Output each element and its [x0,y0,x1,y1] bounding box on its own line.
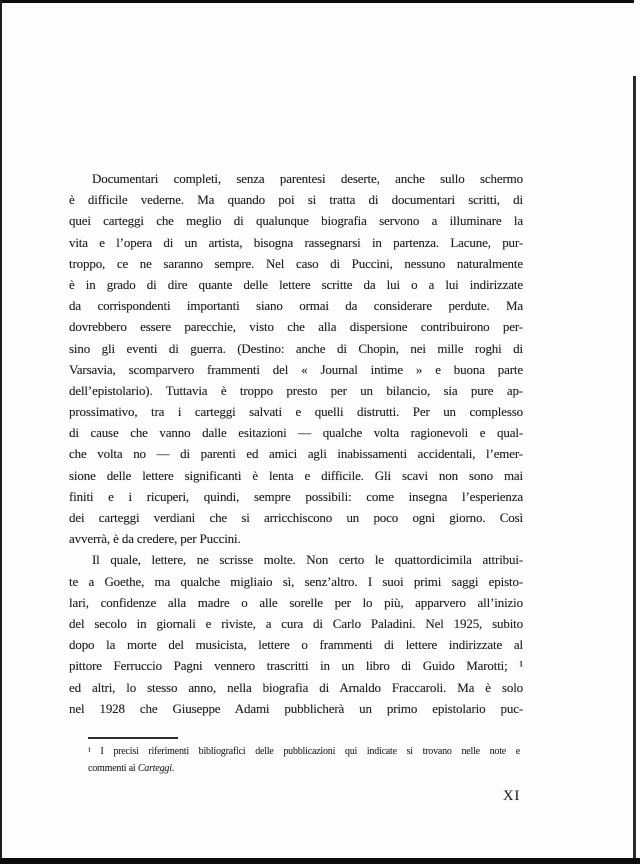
footnote-line-1: ¹ I precisi riferimenti bibliografici delle pubblicazioni qui indicate si trovano nelle note e [88,746,520,757]
text-line: prossimativo, tra i carteggi salvati e quelli distrutti. Per un complesso [69,404,523,420]
scan-edge-bottom [0,858,640,864]
text-line: dell’epistolario). Tuttavia è troppo presto per un bilancio, sia pure ap- [69,382,523,398]
footnote-work-title: Carteggi [137,763,172,774]
text-line: Il quale, lettere, ne scrisse molte. Non certo le quattordicimila attribui- [92,552,523,568]
paragraph-1 [69,168,523,549]
text-line: del secolo in giornali e riviste, a cura di Carlo Paladini. Nel 1925, subito [69,615,523,631]
text-line: di cause che vanno dalle esitazioni — qualche volta ragionevoli e qual- [69,425,523,441]
text-line: sino gli eventi di guerra. (Destino: anche di Chopin, nei mille roghi di [69,340,523,356]
text-line: vita e l’opera di un artista, bisogna rassegnarsi in partenza. Lacune, pur- [69,234,523,250]
text-line: finiti e i ricuperi, quindi, sempre possibili: come insegna l’esperienza [69,488,523,504]
footnote-period: . [171,763,175,774]
text-line: nel 1928 che Giuseppe Adami pubblicherà un primo epistolario puc- [69,700,523,716]
text-line: ed altri, lo stesso anno, nella biografia di Arnaldo Fraccaroli. Ma è solo [69,679,523,695]
footnote-line-2 [88,760,520,777]
text-line: sione delle lettere significanti è lenta e difficile. Gli scavi non sono mai [69,467,523,483]
text-line: da corrispondenti importanti siano ormai da considerare perdute. Ma [69,298,523,314]
text-line: Varsavia, scomparvero frammenti del « Journal intime » e buona parte [69,361,523,377]
scan-edge-left [0,0,2,864]
paragraph-2 [69,549,523,719]
text-line: che volta no — di parenti ed amici agli inabissamenti accidentali, l’emer- [69,446,523,462]
text-line: dopo la morte del musicista, lettere o frammenti di lettere indirizzate al [69,637,523,653]
text-line: pittore Ferruccio Pagni vennero trascritti in un libro di Guido Marotti; ¹ [69,658,523,674]
text-line: quei carteggi che meglio di qualunque biografia servono a illuminare la [69,213,523,229]
text-line: Documentari completi, senza parentesi deserte, anche sullo schermo [92,171,523,186]
text-line: dovrebbero essere parecchie, visto che alla dispersione contribuirono per- [69,319,523,335]
body-text [69,168,523,719]
footnote-text: commenti ai [88,763,138,774]
page-number: XI [503,788,521,804]
text-line: è in grado di dire quante delle lettere scritte da lui o a lui indirizzate [69,276,523,292]
text-line: troppo, ce ne saranno sempre. Nel caso di Puccini, nessuno naturalmente [69,255,523,271]
text-line: avverrà, è da credere, per Puccini. [69,531,241,547]
text-line: dei carteggi verdiani che si arricchiscono un poco ogni giorno. Così [69,510,523,525]
footnote-separator-rule [88,737,178,739]
scan-edge-top [0,0,634,3]
text-line: lari, confidenze alla madre o alle sorelle per lo più, apparvero all’inizio [69,594,523,610]
text-line: te a Goethe, ma qualche migliaio sì, senz’altro. I suoi primi saggi episto- [69,573,523,589]
footnote [88,743,520,777]
text-line: è difficile vederne. Ma quando poi si tratta di documentari scritti, di [69,192,523,208]
scan-edge-right [633,76,636,864]
